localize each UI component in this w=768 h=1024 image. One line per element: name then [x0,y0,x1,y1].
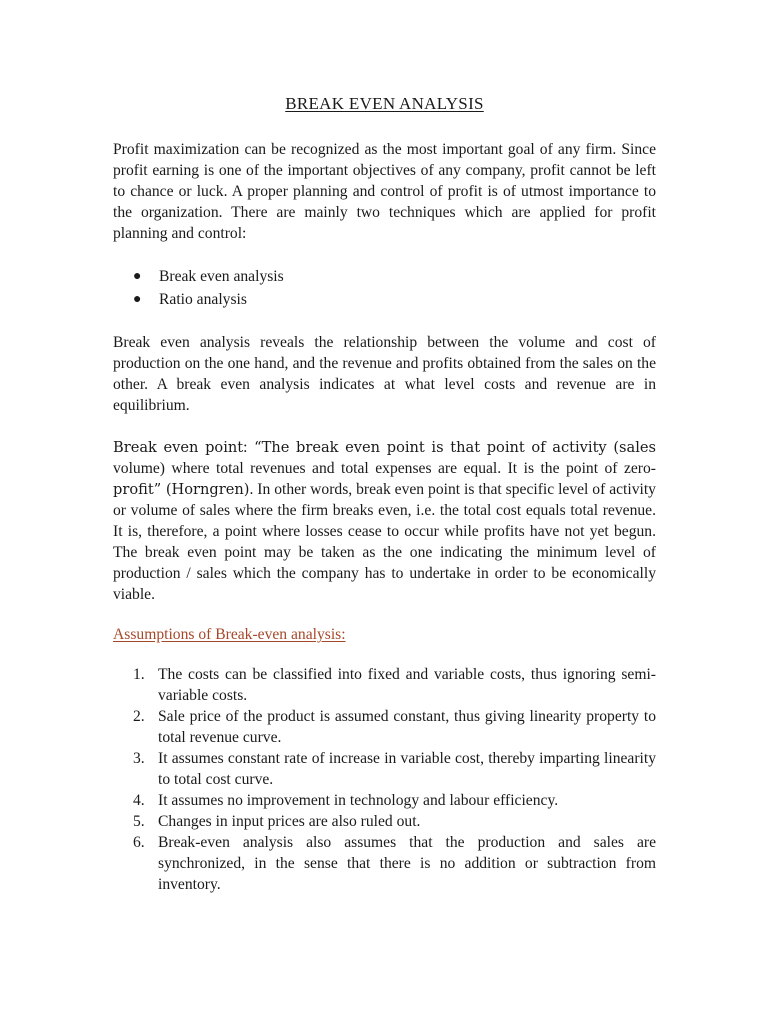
techniques-list [113,265,656,311]
bep-quote-mid: volume) where total revenues and total expenses are equal. It is the point of zero- [113,460,656,477]
bep-colon: : [243,439,248,456]
spacer [113,311,656,332]
bullet-icon: ● [133,269,142,284]
bullet-icon: ● [133,292,142,307]
spacer [113,605,656,624]
bep-rest: . In other words, break even point is that specific level of activity or volume of sales where the firm breaks even, i.e. the total cost equals total revenue. It is, therefore, a point where losses cease to occur while profits have not yet begun. The break even point may be taken as the one indicating the minimum level of production / sales which the company has to undertake in order to be economically viable. [113,481,656,603]
list-item-text: Sale price of the product is assumed constant, thus giving linearity property to total revenue curve. [158,708,656,746]
list-item-text: Break even analysis [159,268,284,285]
bep-term: Break even point [113,439,244,456]
bep-quote-profit: profit” [113,481,162,498]
spacer [113,416,656,437]
list-item-text: It assumes constant rate of increase in variable cost, thereby imparting linearity to total cost curve. [158,750,656,788]
list-item-text: Ratio analysis [159,291,247,308]
list-number: 5. [133,813,145,830]
spacer [113,645,656,664]
list-item [113,706,656,748]
list-item [113,748,656,790]
list-number: 1. [133,666,145,683]
list-number: 4. [133,792,145,809]
list-item [113,288,656,311]
list-item [113,811,656,832]
list-item [113,832,656,895]
list-item [113,790,656,811]
intro-paragraph: Profit maximization can be recognized as the most important goal of any firm. Since profit earning is one of the important objectives of any company, profit cannot be left to chance or luck. A proper planning and control of profit is of utmost importance to the organization. There are mainly two techniques which are applied for profit planning and control: [113,141,656,242]
list-item-text: The costs can be classified into fixed and variable costs, thus ignoring semi-variable costs. [158,666,656,704]
bep-reference: (Horngren) [161,481,250,498]
list-item-text: It assumes no improvement in technology and labour efficiency. [158,792,559,809]
bep-quote-start: “The break even point is that point of activity (sales [247,439,656,456]
list-item [113,265,656,288]
list-item-text: Break-even analysis also assumes that the production and sales are synchronized, in the sense that there is no addition or subtraction from inventory. [158,834,656,893]
list-number: 3. [133,750,145,767]
bep-paragraph [113,437,656,605]
spacer [113,244,656,265]
list-number: 6. [133,834,145,851]
document-title: BREAK EVEN ANALYSIS [285,94,484,113]
list-item [113,664,656,706]
relationship-paragraph: Break even analysis reveals the relationship between the volume and cost of production on the one hand, and the revenue and profits obtained from the sales on the other. A break even analysis indicates at what level costs and revenue are in equilibrium. [113,334,656,414]
assumptions-list [113,664,656,895]
assumptions-heading: Assumptions of Break-even analysis: [113,626,346,643]
list-item-text: Changes in input prices are also ruled out. [158,813,421,830]
list-number: 2. [133,708,145,725]
